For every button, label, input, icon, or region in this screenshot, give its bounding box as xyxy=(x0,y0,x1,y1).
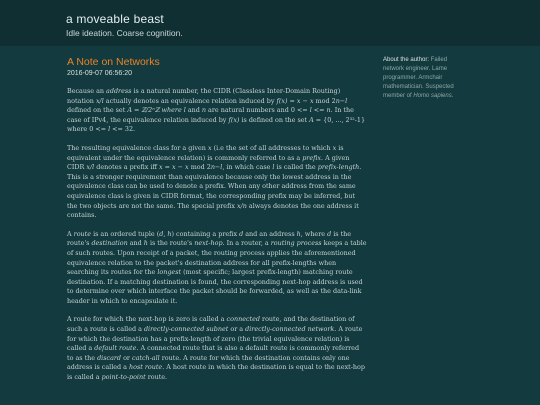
emphasis-text: A xyxy=(309,115,314,124)
post-paragraph xyxy=(67,87,367,135)
paragraph-text: or xyxy=(121,353,132,362)
emphasis-text: x/l xyxy=(86,163,95,172)
paragraph-text: . A host route in which the destination is equal to the next-hop is called a xyxy=(67,363,365,382)
emphasis-text: discard xyxy=(97,353,122,362)
emphasis-text: routing process xyxy=(270,239,322,248)
paragraph-text: actually denotes an equivalence relation induced by xyxy=(103,96,277,105)
emphasis-text: next-hop xyxy=(194,239,223,248)
emphasis-text: point-to-point xyxy=(101,373,146,382)
paragraph-text: (most specific; largest prefix-length) matching route destination. If a matching destination is found, the corresponding next-hop address is used to determine over which interface the packet should be forwarded, as well as the data-link header in which to encapsulate it. xyxy=(67,268,363,305)
emphasis-text: connected xyxy=(226,315,260,324)
about-text-end: . xyxy=(451,93,454,99)
post-paragraph xyxy=(67,315,367,382)
emphasis-text: prefix xyxy=(302,153,322,162)
paragraph-text: keeps a table of such routes. Upon receipt of a packet, the routing process applies the aforementioned equivalence relation to the packet's destination address for all prefix-lengths when searching its routes for the xyxy=(67,239,367,277)
paragraph-text: <= xyxy=(311,106,327,115)
paragraph-text: . A route for which the destination has a prefix-length of zero (the trivial equivalence relation) is called a xyxy=(67,325,363,353)
paragraph-text: = {0, ..., 2³²-1} where 0 <= xyxy=(67,115,366,134)
paragraph-text: and xyxy=(127,239,144,248)
emphasis-text: catch-all xyxy=(132,353,160,362)
paragraph-text: is defined on the set xyxy=(239,115,310,124)
emphasis-text: A = ℤ/2ⁿℤ where l xyxy=(127,106,186,115)
paragraph-text: <= 32. xyxy=(110,125,136,134)
emphasis-text: l xyxy=(108,125,111,134)
emphasis-text: prefix-length xyxy=(317,163,360,172)
paragraph-text: or a xyxy=(228,325,246,334)
site-title[interactable]: a moveable beast xyxy=(66,12,164,26)
emphasis-text: directly-connected subnet xyxy=(143,325,229,334)
post-title[interactable]: A Note on Networks xyxy=(67,56,160,68)
post-article xyxy=(67,56,367,392)
paragraph-text: The resulting equivalence class for a given xyxy=(67,143,208,152)
paragraph-text: A xyxy=(67,229,74,238)
paragraph-text: ) containing a prefix xyxy=(171,229,240,238)
post-paragraph xyxy=(67,230,367,307)
sidebar-about xyxy=(383,56,465,101)
paragraph-text: . A connected route that is also a default route is commonly referred to as the xyxy=(67,344,360,362)
emphasis-text: f(x) = x − x xyxy=(276,96,314,105)
paragraph-text: always denotes the one address it contains. xyxy=(67,201,359,220)
emphasis-text: x xyxy=(332,143,337,152)
emphasis-text: default route xyxy=(94,344,137,353)
emphasis-text: f(x) xyxy=(228,115,240,124)
paragraph-text: mod 2 xyxy=(188,163,211,172)
paragraph-text: (i.e the set of all addresses to which xyxy=(211,143,333,152)
paragraph-text: mod 2 xyxy=(313,96,336,105)
paragraph-text: . In the case of IPv4, the equivalence relation induced by xyxy=(67,106,354,124)
paragraph-text: is an ordered tuple ( xyxy=(91,229,160,238)
emphasis-text: route xyxy=(73,229,92,238)
emphasis-text: x xyxy=(207,143,212,152)
paragraph-text: , where xyxy=(300,229,328,238)
emphasis-text: d xyxy=(327,229,332,238)
paragraph-text: denotes a prefix iff xyxy=(94,163,160,172)
paragraph-text: . This is a stronger requirement than equivalence because only the lowest address in the equivalence class can be used to denote a prefix. When any other address from the same equivalence class is given in CIDR format, the corresponding prefix may be inferred, but the two objects are not the same. The special prefix xyxy=(67,163,362,210)
paragraph-text: is equivalent under the equivalence relation) is commonly referred to as a xyxy=(67,143,344,162)
emphasis-text: x = x − x xyxy=(159,163,189,172)
emphasis-text: l xyxy=(272,163,275,172)
emphasis-text: address xyxy=(106,87,132,95)
about-species: Homo sapiens xyxy=(413,93,452,99)
paragraph-text: and an address xyxy=(243,229,297,238)
paragraph-text: is a natural number, the CIDR (Classless Inter-Domain Routing) notation xyxy=(67,87,341,105)
paragraph-text: route. A route for which the destination contains only one address is called a xyxy=(67,353,350,372)
post-date: 2016-09-07 06:56:20 xyxy=(67,70,132,77)
paragraph-text: Because an xyxy=(67,87,107,95)
paragraph-text: defined on the set xyxy=(67,106,128,115)
paragraph-text: route. xyxy=(145,373,168,382)
emphasis-text: d xyxy=(239,229,244,238)
paragraph-text: is called the xyxy=(274,163,318,172)
emphasis-text: d, h xyxy=(159,229,172,238)
paragraph-text: is the route's xyxy=(147,239,195,248)
site-tagline: Idle ideation. Coarse cognition. xyxy=(66,28,183,38)
paragraph-text: , in which case xyxy=(222,163,273,172)
emphasis-text: x/l xyxy=(95,96,104,105)
emphasis-text: n−l xyxy=(210,163,223,172)
post-paragraph xyxy=(67,144,367,221)
emphasis-text: h xyxy=(143,239,148,248)
paragraph-text: A route for which the next-hop is zero is called a xyxy=(67,315,227,324)
emphasis-text: longest xyxy=(157,268,182,277)
about-label: About the author: xyxy=(383,57,430,63)
emphasis-text: destination xyxy=(91,239,128,248)
emphasis-text: n xyxy=(326,106,331,115)
about-text: Failed network engineer. Lame programmer. Armchair mathematician. Suspected member of xyxy=(383,57,454,99)
emphasis-text: l xyxy=(309,106,312,115)
emphasis-text: directly-connected network xyxy=(245,325,335,334)
paragraph-text: . In a router, a xyxy=(222,239,271,248)
post-body xyxy=(67,87,367,383)
paragraph-text: route, and the destination of such a route is called a xyxy=(67,315,355,334)
emphasis-text: x/n xyxy=(237,201,247,210)
emphasis-text: n−l xyxy=(335,96,348,105)
paragraph-text: and xyxy=(185,106,202,115)
emphasis-text: h xyxy=(296,229,301,238)
paragraph-text: is the route's xyxy=(67,229,352,248)
emphasis-text: host route xyxy=(129,363,163,372)
site-header xyxy=(0,0,540,46)
paragraph-text: . A given CIDR xyxy=(67,153,350,172)
paragraph-text: are natural numbers and 0 <= xyxy=(206,106,310,115)
emphasis-text: n xyxy=(201,106,207,115)
